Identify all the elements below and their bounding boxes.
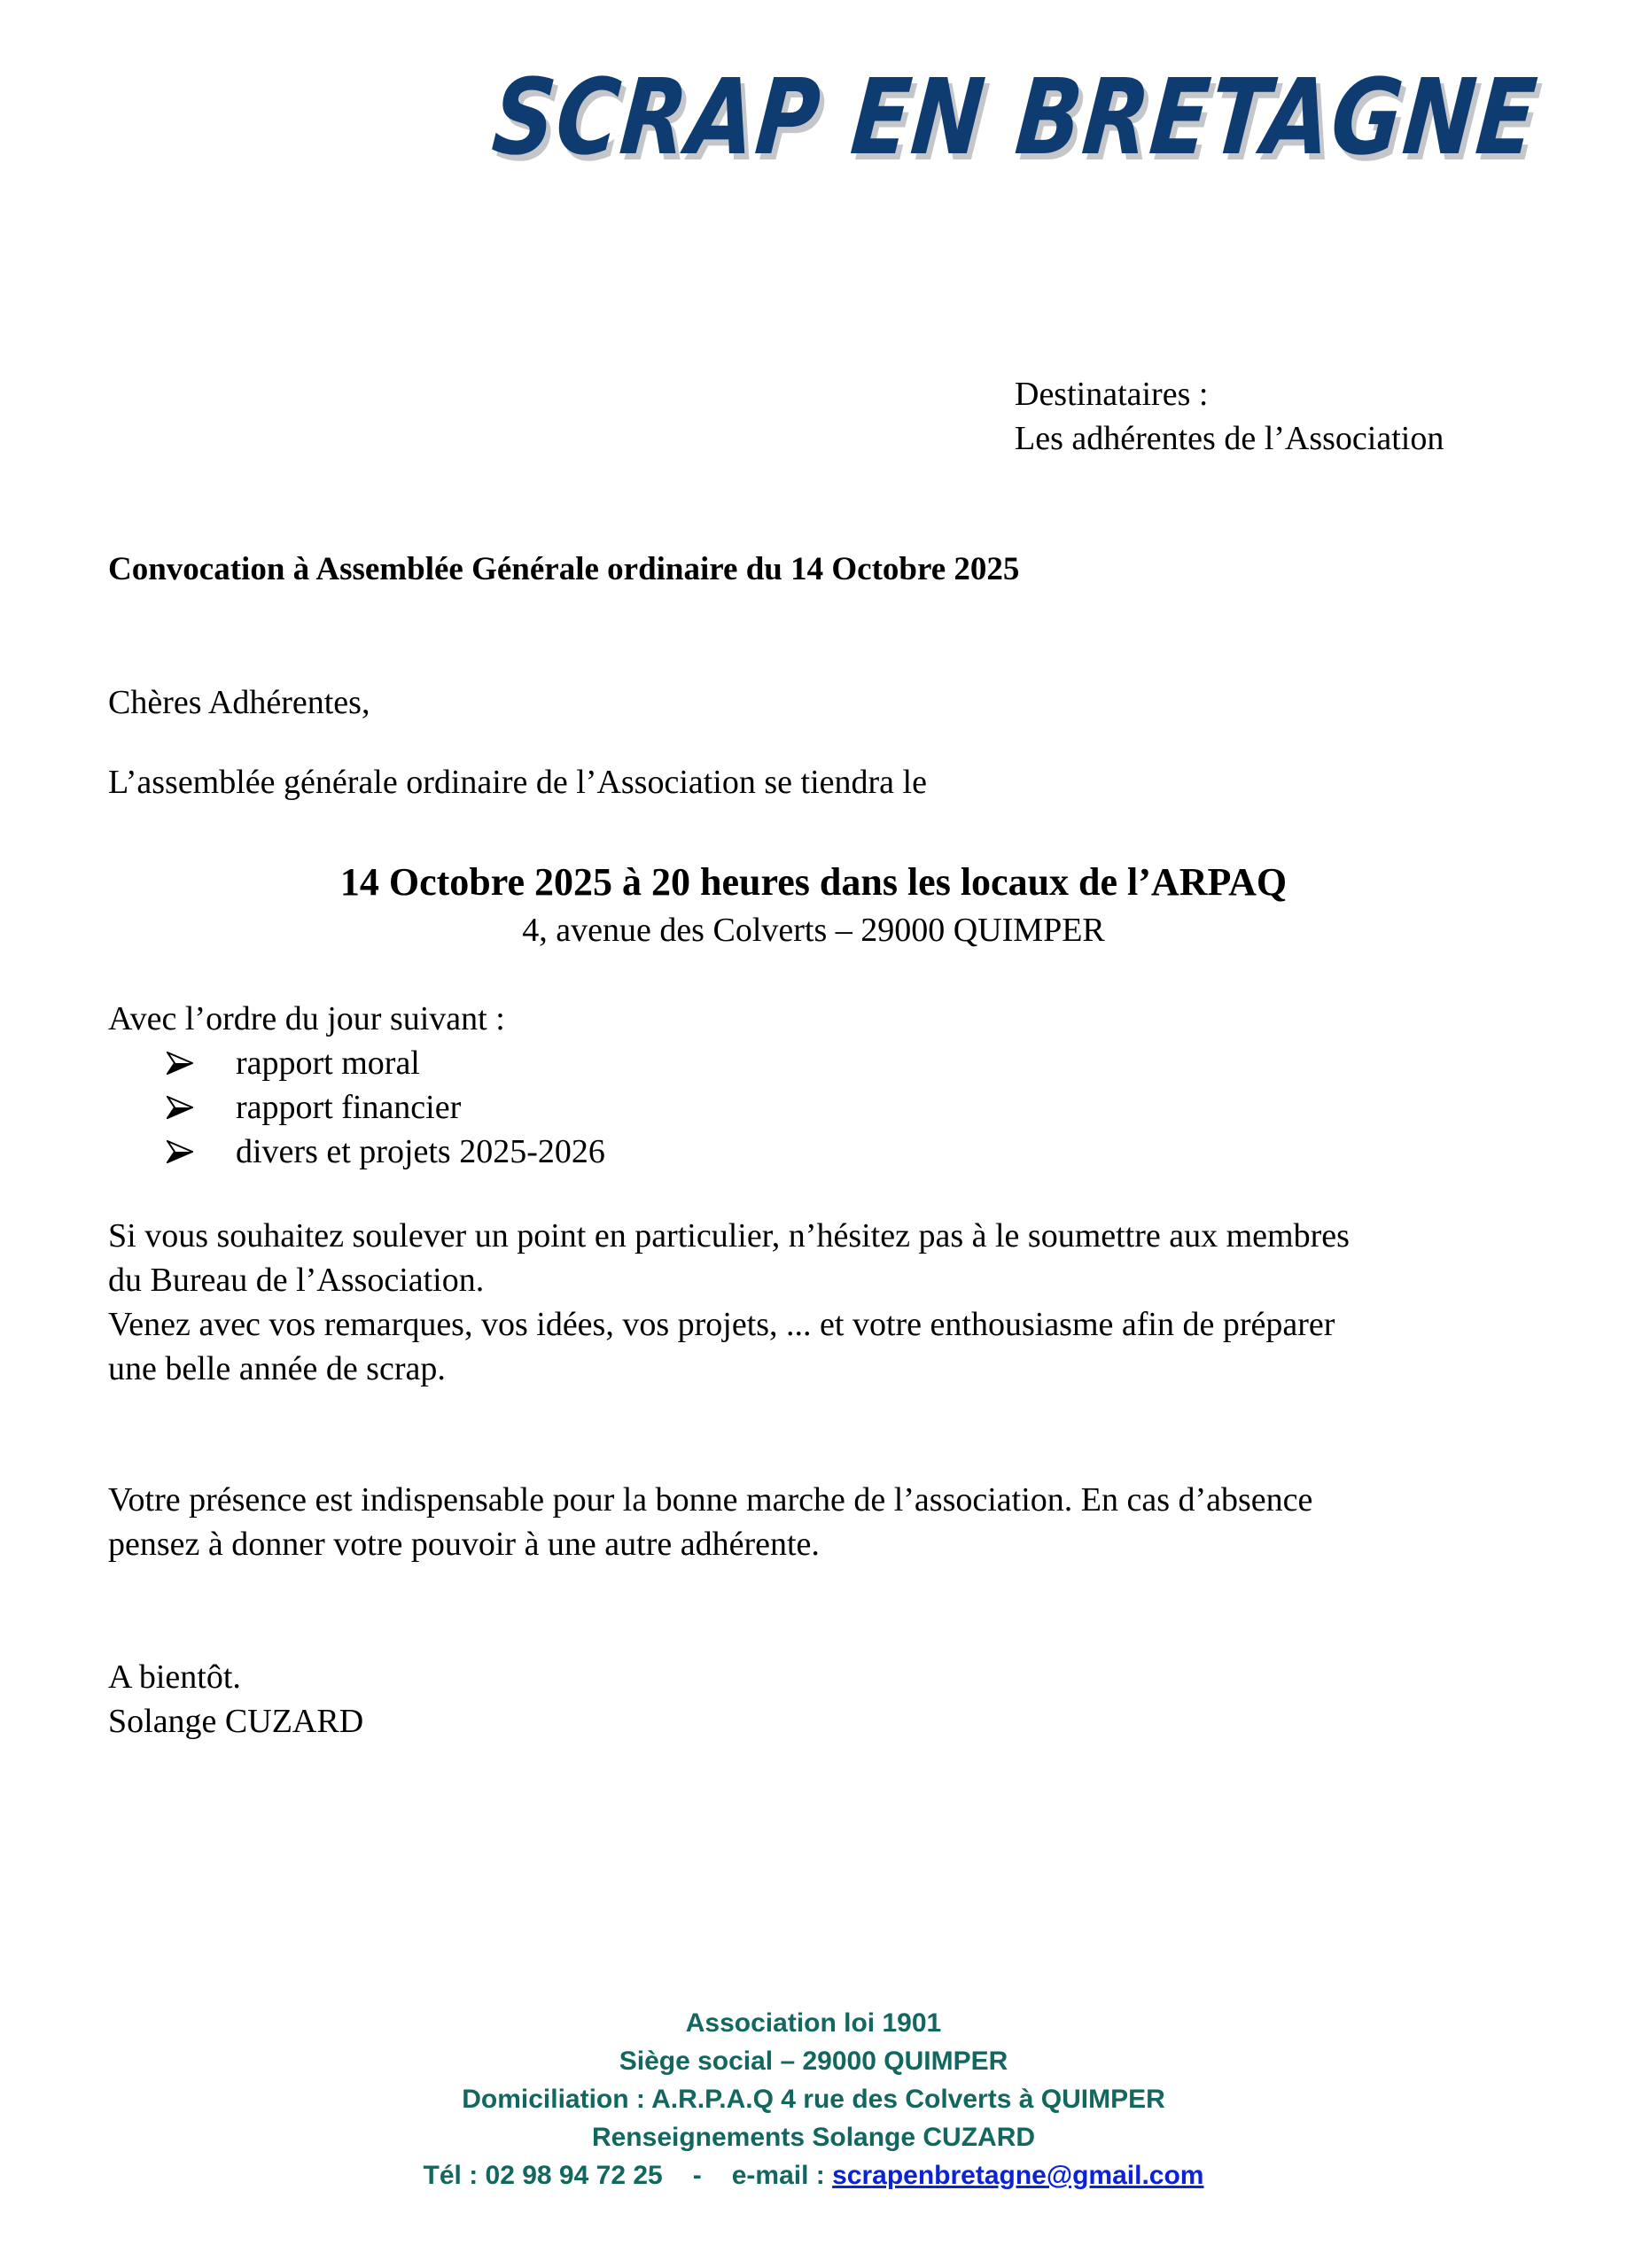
email-link[interactable]: scrapenbretagne@gmail.com bbox=[832, 2161, 1204, 2190]
closing: A bientôt. bbox=[108, 1658, 241, 1696]
agenda-intro: Avec l’ordre du jour suivant : bbox=[108, 1000, 505, 1037]
signature: Solange CUZARD bbox=[108, 1703, 364, 1740]
agenda-item-label: rapport moral bbox=[236, 1045, 420, 1082]
footer-line-association: Association loi 1901 bbox=[685, 2008, 942, 2038]
paragraph-line: une belle année de scrap. bbox=[108, 1350, 446, 1387]
footer-line-renseignements: Renseignements Solange CUZARD bbox=[591, 2123, 1036, 2152]
logo-title: SCRAP EN BRETAGNE bbox=[487, 56, 1543, 178]
intro-text: L’assemblée générale ordinaire de l’Association se tiendra le bbox=[108, 764, 927, 801]
arrowhead-bullet-icon bbox=[167, 1052, 193, 1075]
paragraph-line: du Bureau de l’Association. bbox=[108, 1262, 485, 1299]
letter-subject: Convocation à Assemblée Générale ordinaire du 14 Octobre 2025 bbox=[108, 551, 1020, 587]
agenda-item-label: divers et projets 2025-2026 bbox=[236, 1133, 605, 1170]
agenda-list bbox=[167, 1041, 605, 1174]
footer-line-domiciliation: Domiciliation : A.R.P.A.Q 4 rue des Colverts à QUIMPER bbox=[462, 2085, 1165, 2114]
footer-email-label: e-mail : bbox=[731, 2161, 833, 2190]
event-datetime-location: 14 Octobre 2025 à 20 heures dans les locaux de l’ARPAQ bbox=[339, 860, 1288, 904]
recipients-value: Les adhérentes de l’Association bbox=[1015, 420, 1444, 457]
footer-line-siege: Siège social – 29000 QUIMPER bbox=[619, 2047, 1008, 2076]
agenda-item bbox=[167, 1085, 605, 1130]
arrowhead-bullet-icon bbox=[167, 1096, 193, 1119]
recipients-block bbox=[1015, 372, 1444, 461]
agenda-item bbox=[167, 1041, 605, 1085]
paragraph-line: Venez avec vos remarques, vos idées, vos projets, ... et votre enthousiasme afin de préparer bbox=[108, 1306, 1335, 1343]
paragraph-line: Si vous souhaitez soulever un point en particulier, n’hésitez pas à le soumettre aux membres bbox=[108, 1217, 1350, 1254]
footer-phone: Tél : 02 98 94 72 25 bbox=[423, 2161, 663, 2190]
paragraph-line: pensez à donner votre pouvoir à une autre adhérente. bbox=[108, 1526, 820, 1563]
agenda-item-label: rapport financier bbox=[236, 1089, 462, 1126]
arrowhead-bullet-icon bbox=[167, 1140, 193, 1163]
footer-contact bbox=[0, 2156, 1627, 2194]
salutation: Chères Adhérentes, bbox=[108, 684, 370, 721]
paragraph-line: Votre présence est indispensable pour la bonne marche de l’association. En cas d’absence bbox=[108, 1481, 1313, 1518]
recipients-label: Destinataires : bbox=[1015, 376, 1209, 413]
footer-separator: - bbox=[692, 2161, 702, 2190]
event-address: 4, avenue des Colverts – 29000 QUIMPER bbox=[522, 912, 1105, 949]
agenda-item bbox=[167, 1130, 605, 1174]
